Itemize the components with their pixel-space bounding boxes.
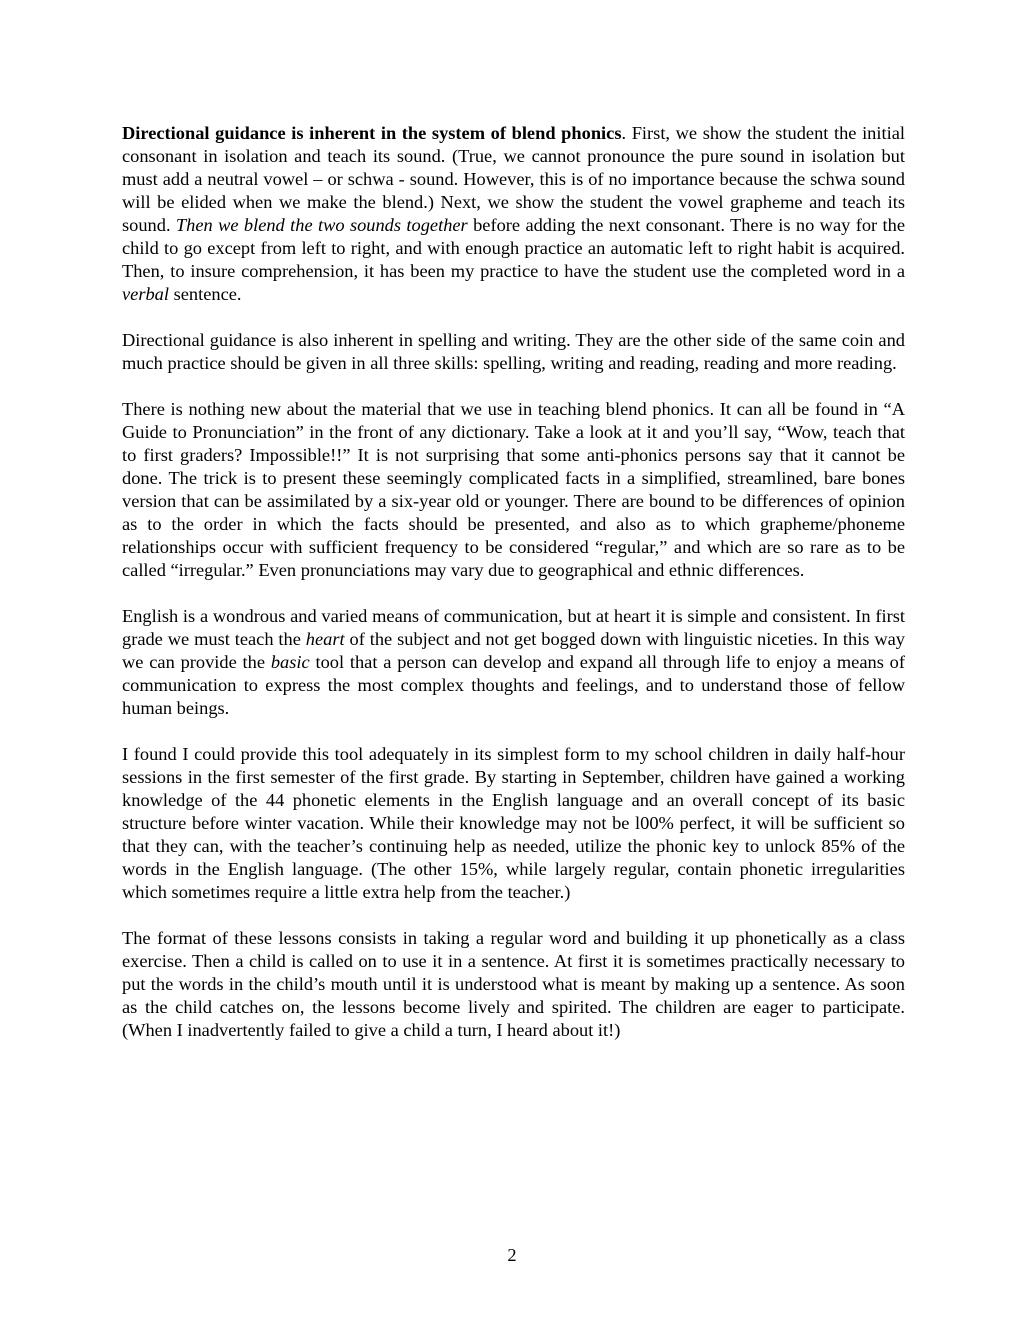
text-run: of the subject and not get bogged down with linguistic niceties. In this way we can provide the bbox=[122, 629, 905, 672]
text-run: Directional guidance is also inherent in spelling and writing. They are the other side of the same coin and much practice should be given in all three skills: spelling, writing and reading, reading and more reading. bbox=[122, 330, 905, 373]
paragraph-english-communication bbox=[122, 605, 905, 720]
bold-phrase: Directional guidance is inherent in the system of blend phonics bbox=[122, 123, 622, 143]
text-run: The format of these lessons consists in taking a regular word and building it up phonetically as a class exercise. Then a child is called on to use it in a sentence. At first it is sometimes practically necessary to put the words in the child’s mouth until it is understood what is meant by making up a sentence. As soon as the child catches on, the lessons become lively and spirited. The children are eager to participate. (When I inadvertently failed to give a child a turn, I heard about it!) bbox=[122, 928, 905, 1040]
text-run: sentence. bbox=[168, 284, 242, 304]
paragraph-pronunciation-guide bbox=[122, 398, 905, 582]
text-run: before adding the next consonant. There is no way for the child to go except from left to right, and with enough practice an automatic left to right habit is acquired. Then, to insure comprehension, it has been my practice to have the student use the completed word in a bbox=[122, 215, 905, 281]
text-run: I found I could provide this tool adequately in its simplest form to my school children in daily half-hour sessions in the first semester of the first grade. By starting in September, children have gained a working knowledge of the 44 phonetic elements in the English language and an overall concept of its basic structure before winter vacation. While their knowledge may not be l00% perfect, it will be sufficient so that they can, with the teacher’s continuing help as needed, utilize the phonic key to unlock 85% of the words in the English language. (The other 15%, while largely regular, contain phonetic irregularities which sometimes require a little extra help from the teacher.) bbox=[122, 744, 905, 902]
italic-word: heart bbox=[305, 629, 345, 649]
text-run: English is a wondrous and varied means of communication, but at heart it is simple and consistent. In first grade we must teach the bbox=[122, 606, 905, 649]
paragraph-first-semester bbox=[122, 743, 905, 904]
paragraph-spelling-writing bbox=[122, 329, 905, 375]
paragraph-lesson-format bbox=[122, 927, 905, 1042]
text-run: There is nothing new about the material that we use in teaching blend phonics. It can all be found in “A Guide to Pronunciation” in the front of any dictionary. Take a look at it and you’ll say, “Wow, teach that to first graders? Impossible!!” It is not surprising that some anti-phonics persons say that it cannot be done. The trick is to present these seemingly complicated facts in a simplified, streamlined, bare bones version that can be assimilated by a six-year old or younger. There are bound to be differences of opinion as to the order in which the facts should be presented, and also as to which grapheme/phoneme relationships occur with sufficient frequency to be considered “regular,” and which are so rare as to be called “irregular.” Even pronunciations may vary due to geographical and ethnic differences. bbox=[122, 399, 905, 580]
document-body bbox=[122, 122, 905, 1065]
italic-phrase: Then we blend the two sounds together bbox=[175, 215, 468, 235]
text-run: tool that a person can develop and expand all through life to enjoy a means of communication to express the most complex thoughts and feelings, and to understand those of fellow human beings. bbox=[122, 652, 905, 718]
paragraph-blend-phonics bbox=[122, 122, 905, 306]
italic-word: basic bbox=[270, 652, 310, 672]
italic-word: verbal bbox=[122, 284, 169, 304]
page-number: 2 bbox=[507, 1245, 517, 1265]
text-run: . First, we show the student the initial consonant in isolation and teach its sound. (True, we cannot pronounce the pure sound in isolation but must add a neutral vowel – or schwa - sound. However, this is of no importance because the schwa sound will be elided when we make the blend.) Next, we show the student the vowel grapheme and teach its sound. bbox=[122, 123, 905, 235]
